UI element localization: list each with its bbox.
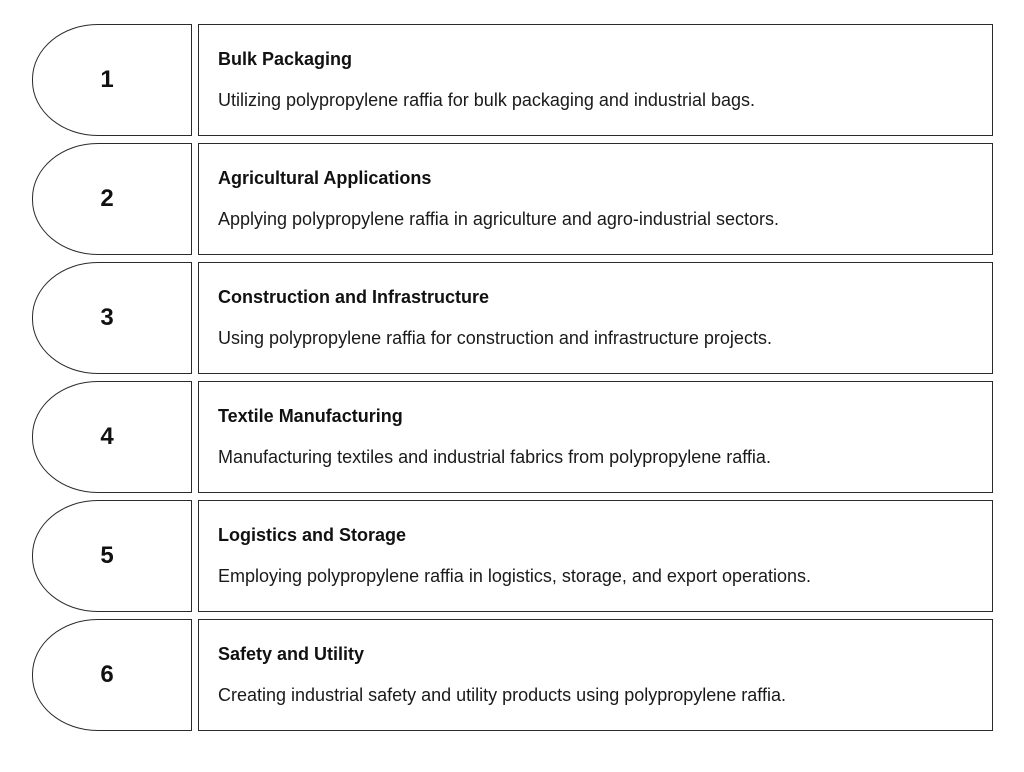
step-description: Applying polypropylene raffia in agriculture and agro-industrial sectors. — [218, 209, 779, 229]
step-number-tab — [32, 24, 192, 136]
step-card — [198, 619, 993, 731]
step-card — [198, 500, 993, 612]
step-number: 5 — [100, 542, 114, 569]
step-number-tab — [32, 143, 192, 255]
step-title: Construction and Infrastructure — [218, 287, 490, 307]
step-number-tab — [32, 381, 192, 493]
step-title: Logistics and Storage — [218, 525, 407, 545]
list-item-textile-manufacturing — [32, 381, 994, 493]
step-description: Manufacturing textiles and industrial fabrics from polypropylene raffia. — [218, 447, 771, 467]
step-description: Creating industrial safety and utility products using polypropylene raffia. — [218, 685, 786, 705]
step-title: Bulk Packaging — [218, 49, 353, 69]
step-title: Agricultural Applications — [218, 168, 432, 188]
step-number: 3 — [100, 304, 114, 331]
step-title: Safety and Utility — [218, 644, 365, 664]
step-number: 1 — [100, 66, 114, 93]
step-description: Employing polypropylene raffia in logistics, storage, and export operations. — [218, 566, 812, 586]
step-card — [198, 143, 993, 255]
step-number-tab — [32, 500, 192, 612]
step-number: 6 — [100, 661, 114, 688]
step-number: 4 — [100, 423, 114, 450]
step-description: Using polypropylene raffia for construction and infrastructure projects. — [218, 328, 772, 348]
list-item-safety-utility — [32, 619, 994, 731]
step-card — [198, 381, 993, 493]
step-number-tab — [32, 262, 192, 374]
step-card — [198, 24, 993, 136]
step-description: Utilizing polypropylene raffia for bulk packaging and industrial bags. — [218, 90, 755, 110]
list-item-bulk-packaging — [32, 24, 994, 136]
list-item-agricultural-applications — [32, 143, 994, 255]
step-title: Textile Manufacturing — [218, 406, 403, 426]
list-item-construction-infrastructure — [32, 262, 994, 374]
step-number-tab — [32, 619, 192, 731]
step-card — [198, 262, 993, 374]
step-number: 2 — [100, 185, 114, 212]
list-item-logistics-storage — [32, 500, 994, 612]
